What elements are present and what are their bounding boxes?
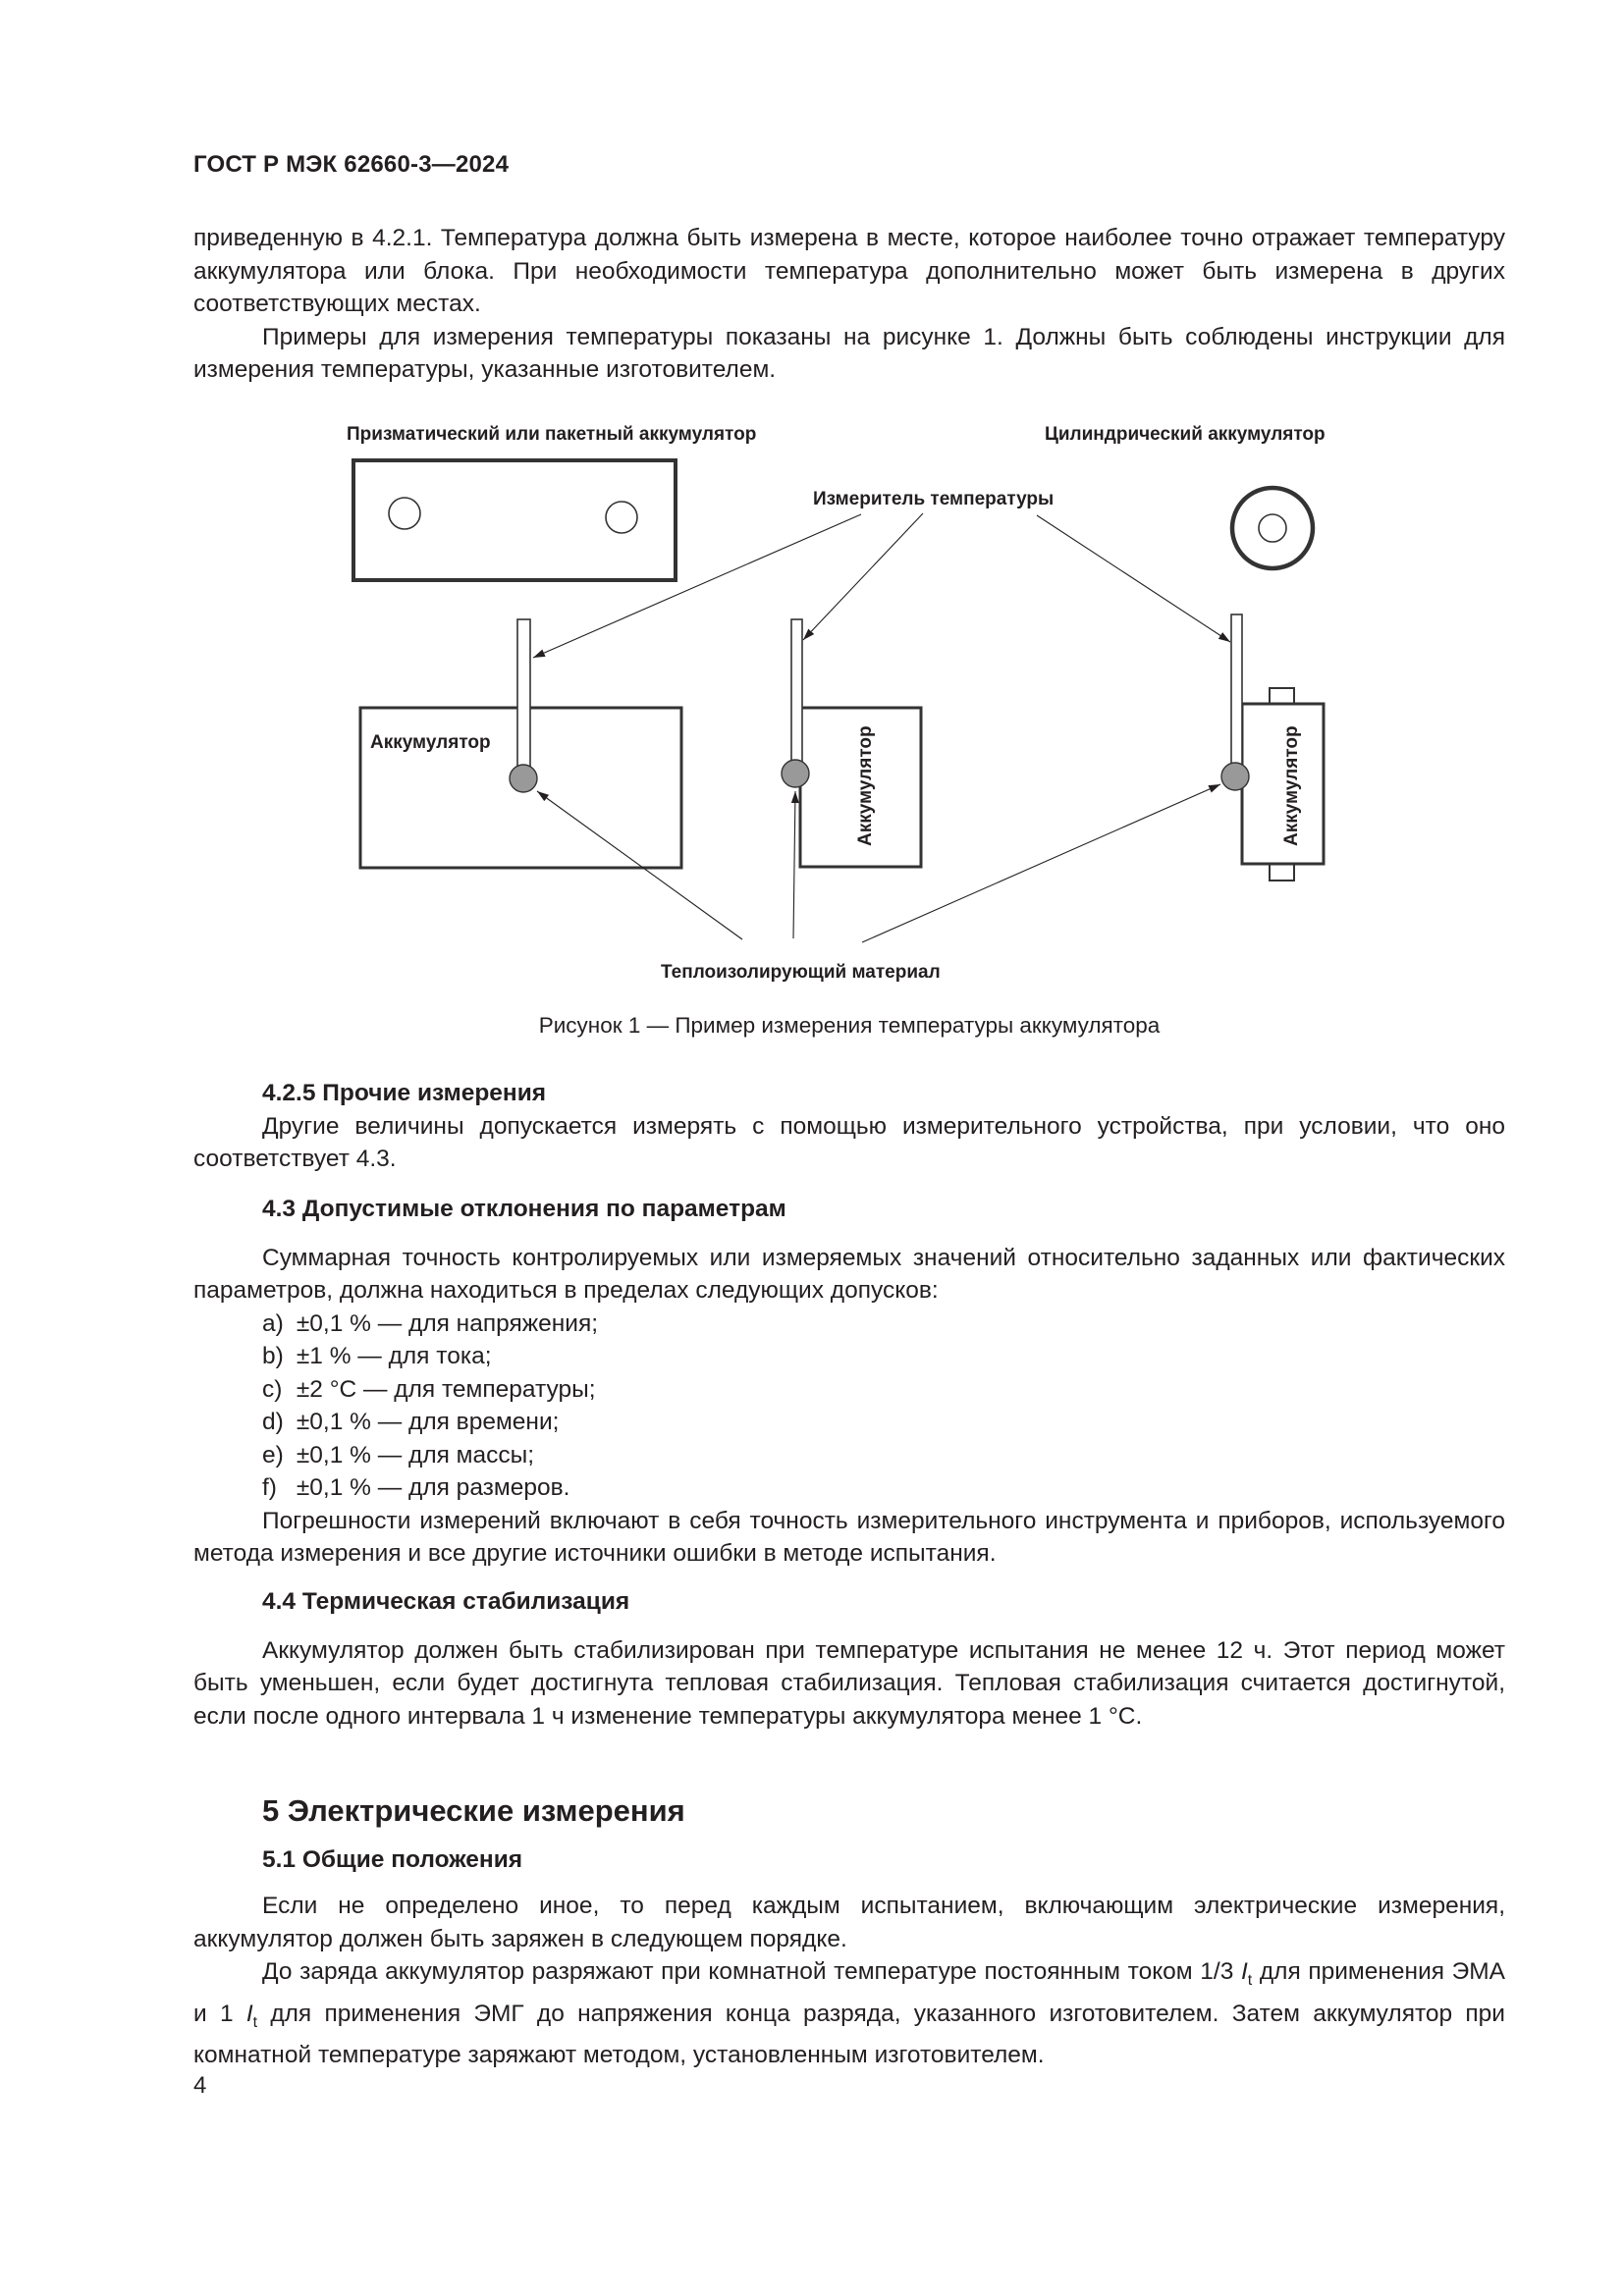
section-5 (193, 1794, 1505, 2072)
section-4-4 (193, 1585, 1505, 1733)
list-item: d) ±0,1 % — для времени; (262, 1409, 560, 1435)
right-battery-assembly (1221, 614, 1324, 881)
middle-battery-assembly (782, 619, 921, 867)
list-item: e) ±0,1 % — для массы; (262, 1441, 535, 1468)
document-standard-id: ГОСТ Р МЭК 62660-3—2024 (193, 151, 510, 178)
intro-paragraph-2: Примеры для измерения температуры показаны на рисунке 1. Должны быть соблюдены инструкции для измерения температуры, указанные изготовителем. (193, 323, 1505, 383)
insulation-leader-lines (537, 784, 1220, 942)
left-sensor-ball (510, 765, 537, 792)
sensor-leader-lines (533, 513, 1230, 658)
paragraph-4-4: Аккумулятор должен быть стабилизирован при температуре испытания не менее 12 ч. Этот период может быть уменьшен, если будет достигнута тепловая стабилизация. Тепловая стабилизация считается достигнутой, если после одного интервала 1 ч изменение температуры аккумулятора менее 1 °C. (193, 1636, 1505, 1730)
section-4-2-5 (193, 1077, 1505, 1176)
label-sensor: Измеритель температуры (813, 489, 1055, 509)
list-item: b) ±1 % — для тока; (262, 1343, 492, 1369)
figure-caption: Рисунок 1 — Пример измерения температуры аккумулятора (538, 1013, 1161, 1038)
label-insulation: Теплоизолирующий материал (661, 962, 941, 983)
heading-5-1: 5.1 Общие положения (262, 1845, 523, 1873)
cylindrical-top-view (1232, 488, 1313, 568)
heading-4-3: 4.3 Допустимые отклонения по параметрам (262, 1196, 786, 1222)
paragraph-5-1-discharge: До заряда аккумулятор разряжают при комнатной температуре постоянным током 1/3 $I_t$ для применения ЭМА и 1 $I_t$ для применения ЭМГ до напряжения конца разряда, указанного изготовителем. Затем аккумулятор при комнатной температуре заряжают методом, установленным изготовителем. (193, 1958, 1505, 2068)
label-cylindrical: Цилиндрический аккумулятор (1045, 424, 1326, 445)
paragraph-5-1-intro: Если не определено иное, то перед каждым испытанием, включающим электрические измерения, аккумулятор должен быть заряжен в следующем порядке. (193, 1893, 1505, 1952)
heading-4-2-5: 4.2.5 Прочие измерения (262, 1080, 547, 1106)
left-battery-assembly (360, 619, 681, 868)
intro-paragraph-1: приведенную в 4.2.1. Температура должна быть измерена в месте, которое наиболее точно отражает температуру аккумулятора или блока. При необходимости температура дополнительно может быть измерена в других соответствующих местах. (193, 225, 1505, 317)
heading-5: 5 Электрические измерения (262, 1793, 685, 1828)
section-4-3 (193, 1193, 1505, 1571)
label-battery-left: Аккумулятор (370, 732, 491, 753)
tolerance-list (193, 1308, 1505, 1505)
figure-1-diagram (0, 0, 1624, 1021)
page-number: 4 (193, 2072, 207, 2099)
list-item: f) ±0,1 % — для размеров. (262, 1474, 570, 1501)
list-item: a) ±0,1 % — для напряжения; (262, 1309, 599, 1337)
paragraph-4-3-errors: Погрешности измерений включают в себя точность измерительного инструмента и приборов, используемого метода измерения и все другие источники ошибки в методе испытания. (193, 1507, 1505, 1567)
list-item: c) ±2 °C — для температуры; (262, 1375, 596, 1403)
label-battery-right: Аккумулятор (1281, 725, 1302, 846)
label-battery-middle: Аккумулятор (855, 725, 876, 846)
middle-sensor-ball (782, 760, 809, 787)
heading-4-4: 4.4 Термическая стабилизация (262, 1588, 630, 1615)
label-prismatic: Призматический или пакетный аккумулятор (347, 424, 757, 445)
paragraph-4-2-5: Другие величины допускается измерять с помощью измерительного устройства, при условии, что оно соответствует 4.3. (193, 1112, 1505, 1172)
right-sensor-ball (1221, 763, 1249, 790)
prismatic-top-view (353, 460, 676, 580)
paragraph-4-3-intro: Суммарная точность контролируемых или измеряемых значений относительно заданных или фактических параметров, должна находиться в пределах следующих допусков: (193, 1244, 1505, 1304)
